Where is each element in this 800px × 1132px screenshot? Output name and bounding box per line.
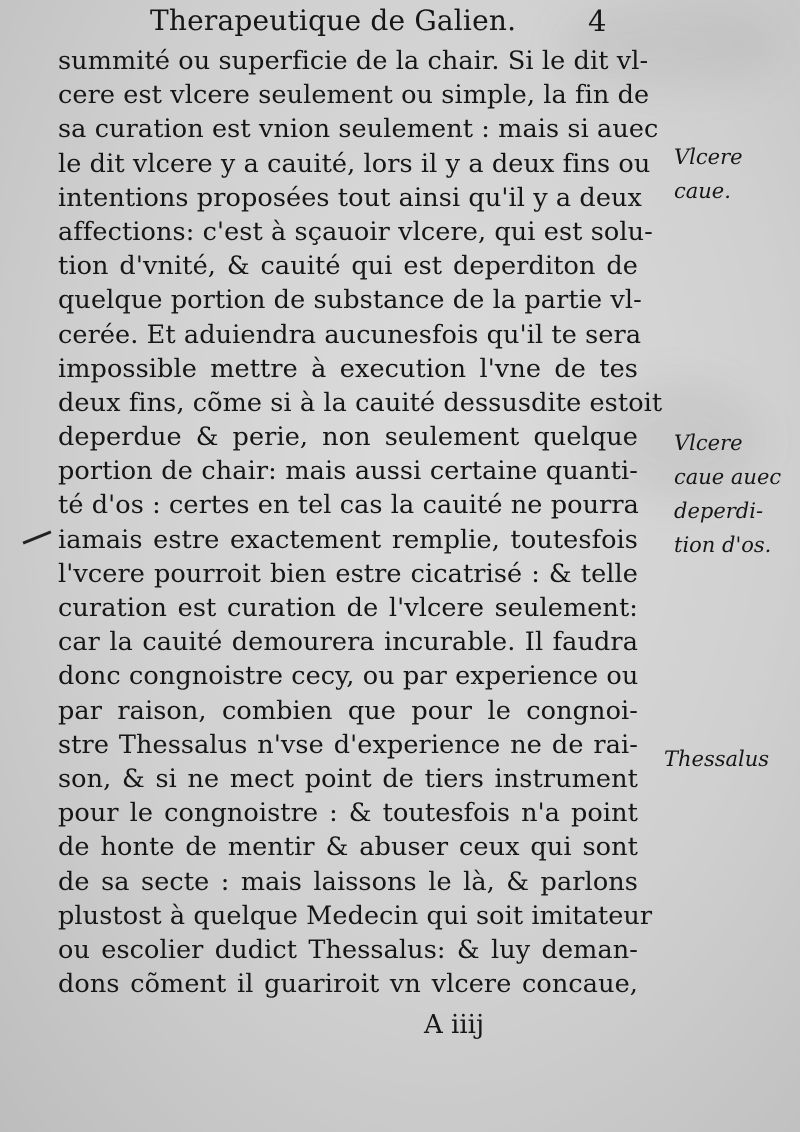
margin-note-line: Thessalus [664, 747, 770, 771]
page-number: 4 [588, 4, 607, 38]
text-line: son, & si ne mect point de tiers instrument [58, 763, 638, 794]
text-line: iamais estre exactement remplie, toutesfois [58, 524, 638, 555]
text-line: donc congnoistre cecy, ou par experience ou [58, 661, 639, 692]
text-line: cere est vlcere seulement ou simple, la fin de [58, 80, 650, 111]
text-line: curation est curation de l'vlcere seulement: [58, 593, 638, 623]
text-line: deux fins, cõme si à la cauité dessusdite estoit [58, 387, 663, 418]
text-line: portion de chair: mais aussi certaine quanti- [58, 456, 638, 487]
text-line: de sa secte : mais laissons le là, & parlons [58, 866, 638, 897]
text-line: té d'os : certes en tel cas la cauité ne pourra [58, 490, 639, 521]
ink-mark [23, 530, 52, 544]
margin-note-line: caue. [674, 179, 731, 203]
text-line: quelque portion de substance de la partie vl- [58, 285, 642, 316]
text-line: pour le congnoistre : & toutesfois n'a point [58, 798, 638, 829]
text-line: le dit vlcere y a cauité, lors il y a deux fins ou [58, 148, 651, 179]
text-line: impossible mettre à execution l'vne de tes [58, 353, 638, 384]
margin-note-vlcere-os [674, 426, 781, 562]
margin-note-line: deperdi- [674, 499, 764, 523]
text-line: de honte de mentir & abuser ceux qui sont [58, 832, 638, 863]
page-header [0, 2, 800, 40]
text-line: deperdue & perie, non seulement quelque [58, 422, 638, 453]
margin-note-line: Vlcere [674, 431, 743, 455]
text-line: tion d'vnité, & cauité qui est deperditon de [58, 251, 638, 282]
margin-note-line: tion d'os. [674, 533, 772, 557]
text-line: dons cõment il guariroit vn vlcere concaue, [58, 969, 638, 1000]
text-line: intentions proposées tout ainsi qu'il y a deux [58, 182, 643, 213]
body-text [58, 44, 663, 1001]
text-line: stre Thessalus n'vse d'experience ne de rai- [58, 729, 638, 760]
text-line: plustost à quelque Medecin qui soit imitateur [58, 900, 653, 931]
text-line: par raison, combien que pour le congnoi- [58, 695, 638, 726]
margin-note-vlcere-caue [674, 140, 743, 208]
margin-note-line: caue auec [674, 465, 782, 489]
text-line: cerée. Et aduiendra aucunesfois qu'il te sera [58, 319, 642, 350]
signature-mark: A iiij [424, 1010, 485, 1040]
text-line: l'vcere pourroit bien estre cicatrisé : & telle [58, 558, 638, 589]
running-head: Therapeutique de Galien. [150, 4, 517, 37]
text-line: affections: c'est à sçauoir vlcere, qui est solu- [58, 216, 653, 247]
text-line: ou escolier dudict Thessalus: & luy deman- [58, 934, 638, 965]
text-line: sa curation est vnion seulement : mais si auec [58, 114, 659, 145]
text-line: summité ou superficie de la chair. Si le dit vl- [58, 46, 649, 76]
text-line: car la cauité demourera incurable. Il faudra [58, 627, 638, 658]
margin-note-thessalus [664, 742, 769, 776]
margin-note-line: Vlcere [674, 145, 743, 169]
